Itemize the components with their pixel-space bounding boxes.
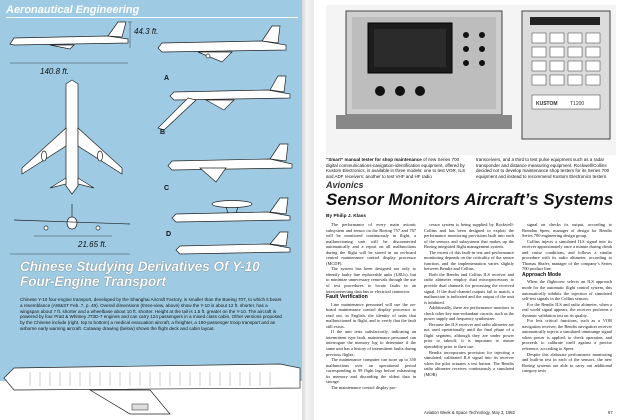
paragraph: For less critical functions, such as a VOR navigation receiver, the Bendix navigation receiver automatically injects a simulated omnirange signal when power is applied, to check operation, and proceeds to calibrate itself against a precise reference, according to Speer. xyxy=(522,318,612,352)
variant-a-aircraft xyxy=(158,26,286,62)
three-view-drawings xyxy=(0,18,302,258)
caption-left-text: of new Series 700 digital communications-navigation-identification equipment, offered by Kustom Electronics, is available in three models: one to test VOR, ILS and ADF receivers; another to test VHF and HF radio xyxy=(326,157,466,179)
paragraph: Both the Bendix and Collins ILS receiver and radio altimeter employ dual microprocessors to provide dual channels for processing the received signal. If the dual channel outputs fail to match, a malfunction is indicated and the output of the unit is inhibited. xyxy=(424,271,514,305)
caption-right-column: transceivers, and a third to test pulse equipment such as a radar transponder and distance measuring equipment. Rockwell/Collins decided not to develop maintenance shop testers for its Series 700 equipment and instead to recommend Kustom Electronics testers. xyxy=(476,157,610,179)
cutaway-drawing xyxy=(0,338,302,420)
paragraph: Because the ILS receiver and radio altimeter are not used operationally until the final phase of a flight segment, although they are under power prior to takeoff, it is important to assure operability prior to their use. xyxy=(424,321,514,350)
variant-b-aircraft xyxy=(158,76,290,130)
top-view-aircraft xyxy=(22,80,122,194)
variant-e-aircraft xyxy=(176,232,290,254)
article-column-2 xyxy=(424,222,514,377)
variant-c-aircraft xyxy=(168,144,292,182)
section-heading-aeronautical: Aeronautical Engineering xyxy=(6,4,140,16)
paragraph: cessor system is being supplied by Rockwell-Collins and has been designed to exploit the performance monitoring provisions built into each of the sensors and subsystems that makes up the Boeing integrated flight management system. xyxy=(424,222,514,250)
front-view-aircraft xyxy=(14,204,130,230)
subhead-fault-verification: Fault Verification xyxy=(326,294,368,301)
caption-left-column xyxy=(326,157,466,179)
paragraph: The system has been designed not only to identify faulty line replaceable units (LRUs), but to minimize unnecessary removals through the use of test procedures to locate faults in an interconnecting data bus or electrical connector. xyxy=(326,266,416,294)
article-headline-sensor: Sensor Monitors Aircraft’s Systems xyxy=(326,190,614,209)
paragraph: Additionally, there are performance monitors to check other key non-redundant circuits, such as the power supply and frequency synthesizer. xyxy=(424,305,514,322)
paragraph: The performance of every main avionic subsystem and sensor on the Boeing 757 and 767 will be monitored continuously in flight, a malfunctioning unit will be disconnected automatically and a report on all malfunctions during the flight will be stored in an on-board central maintenance control display processor (MCDP). xyxy=(326,222,416,266)
wingspan-dimension xyxy=(40,257,73,258)
device-brand: KUSTOM xyxy=(536,101,558,107)
paragraph: signal on checks its output, according to Brendan Speer, manager of design for Bendix Series 700 engineering design group. xyxy=(522,222,612,239)
article-headline-y10: Chinese Studying Derivatives Of Y-10 Four-Engine Transport xyxy=(20,259,260,289)
paragraph: Line maintenance personnel will use the on-board maintenance control display processor to read out, in English, the identity of units that malfunctioned in flight, and to verify that the fault still exists. xyxy=(326,301,416,329)
paragraph: For the Bendix ILS and radio altimeter, when a real world signal appears, the receiver performs a dynamic validation test on its quality. xyxy=(522,301,612,318)
article-column-1 xyxy=(326,222,416,390)
page-footer: Aviation Week & Space Technology, May 3, 1982 xyxy=(424,410,515,415)
variant-d-aircraft xyxy=(172,198,290,222)
variant-c-label: C xyxy=(164,185,170,192)
page-number: 67 xyxy=(608,410,613,415)
variant-a-label: A xyxy=(164,75,170,82)
paragraph: Bendix incorporates provision for injecting a simulated, calibrated ILS signal into its receiver when the pilot actuates a test button. The Bendix radio altimeter receives continuously a simulated (MOR) xyxy=(424,349,514,377)
variant-d-label: D xyxy=(166,231,172,238)
book-gutter xyxy=(302,0,314,420)
paragraph: Despite this elaborate performance monitoring and built-in test in each of the sensors, the new Boeing systems are able to carry out additional category tests xyxy=(522,351,612,374)
caption-bold-lead: “Smart” manual tester for shop maintenance xyxy=(326,157,422,162)
left-page xyxy=(0,0,302,420)
side-view-aircraft xyxy=(10,22,128,49)
height-dimension: 44.3 ft. xyxy=(134,27,159,36)
article-caption-y10: Chinese Y-10 four-engine transport, developed by the Shanghai Aircraft Factory, is smaller than the Boeing 707, to which it bears a resemblance (AW&ST Feb. 7, p. 49). Overall dimensions (three-view, above) show the Y-10 is about 12 ft. shorter, has a wingspan about 7 ft. shorter and a wheelbase about 10 ft. shorter. Height at the tail is 1.5 ft. greater on the Y-10. The aircraft is powered by four Pratt & Whitney JT3D-7 engines and can carry 124 passengers in a mixed class cabin. Other versions proposed by the Chinese include (right, top to bottom) a medical evacuation aircraft, a freighter, a 160-passenger troop transport and an airborne early warning aircraft. Cutaway drawing (below) shows the flight deck and cabin layout. xyxy=(20,297,282,331)
paragraph: The extent of this built-in test and performance monitoring depends on the criticality of the sensor function, and the implementation varies slightly between Bendix and Collins. xyxy=(424,249,514,272)
paragraph: The maintenance control display pro- xyxy=(331,384,397,390)
section-heading-avionics: Avionics xyxy=(326,180,364,190)
device-model: T1200 xyxy=(570,101,585,107)
variant-b-label: B xyxy=(160,129,166,136)
article-column-3 xyxy=(522,222,612,374)
subhead-approach-mode: Approach Mode xyxy=(522,271,562,278)
span-dimension: 21.65 ft. xyxy=(78,240,107,249)
front-dimension-lines xyxy=(10,236,130,254)
byline: By Philip J. Klass xyxy=(326,214,366,219)
paragraph: Collins injects a simulated ILS signal into its receiver approximately once a minute during climb and cruise conditions, and follows a similar procedure with its radio altimeter, according to Thomas Shafer, manager of the company’s Series 700 product line. xyxy=(522,238,612,272)
test-equipment-photo xyxy=(326,5,616,155)
paragraph: If the unit tests satisfactorily, indicating an intermittent type fault, maintenance personnel can interrogate the memory log to determine if the same unit has a history of intermittent faults during previous flights. xyxy=(326,329,416,357)
right-page xyxy=(314,0,620,420)
paragraph: The maintenance computer can store up to 350 malfunctions over an operational period corresponding to 99 flight legs before exhausting its memory and discarding the oldest data in storage. xyxy=(326,357,416,385)
length-dimension: 140.8 ft. xyxy=(40,67,69,76)
paragraph: When the flightcrew selects an ILS approach mode for the automatic flight control system, this automatically inhibits the injection of simulated self-test signals in the Collins sensors. xyxy=(522,279,612,302)
